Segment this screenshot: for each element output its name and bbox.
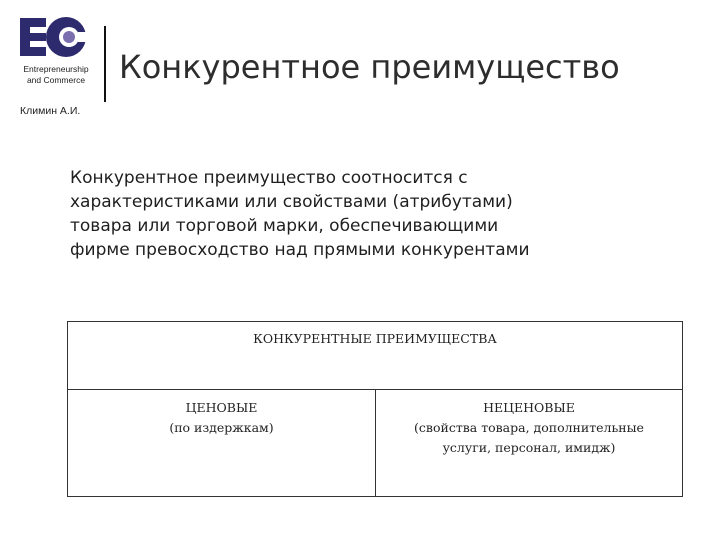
logo-caption	[12, 64, 100, 86]
header-divider	[104, 26, 106, 102]
definition-line-4: фирме превосходство над прямыми конкурентами	[70, 240, 530, 260]
non-price-line-1: (свойства товара, дополнительные	[414, 420, 644, 435]
non-price-column	[376, 390, 682, 496]
definition-line-3: товара или торговой марки, обеспечивающими	[70, 216, 499, 236]
logo-caption-line1: Entrepreneurship	[23, 64, 89, 74]
slide-title: Конкурентное преимущество	[119, 48, 620, 86]
definition-line-2: характеристиками или свойствами (атрибутами)	[70, 192, 513, 212]
price-column	[68, 390, 376, 496]
definition-text	[70, 166, 690, 262]
ec-logo	[12, 14, 100, 94]
definition-line-1: Конкурентное преимущество соотносится с	[70, 168, 468, 188]
price-title: ЦЕНОВЫЕ	[185, 400, 258, 415]
logo-caption-line2: and Commerce	[26, 75, 86, 85]
table-header: КОНКУРЕНТНЫЕ ПРЕИМУЩЕСТВА	[68, 322, 682, 390]
advantages-table	[67, 321, 683, 497]
non-price-title: НЕЦЕНОВЫЕ	[483, 400, 575, 415]
non-price-line-2: услуги, персонал, имидж)	[442, 440, 616, 455]
price-subtitle: (по издержкам)	[169, 420, 274, 435]
ec-logo-mark	[18, 14, 90, 60]
author-name: Климин А.И.	[20, 105, 81, 117]
